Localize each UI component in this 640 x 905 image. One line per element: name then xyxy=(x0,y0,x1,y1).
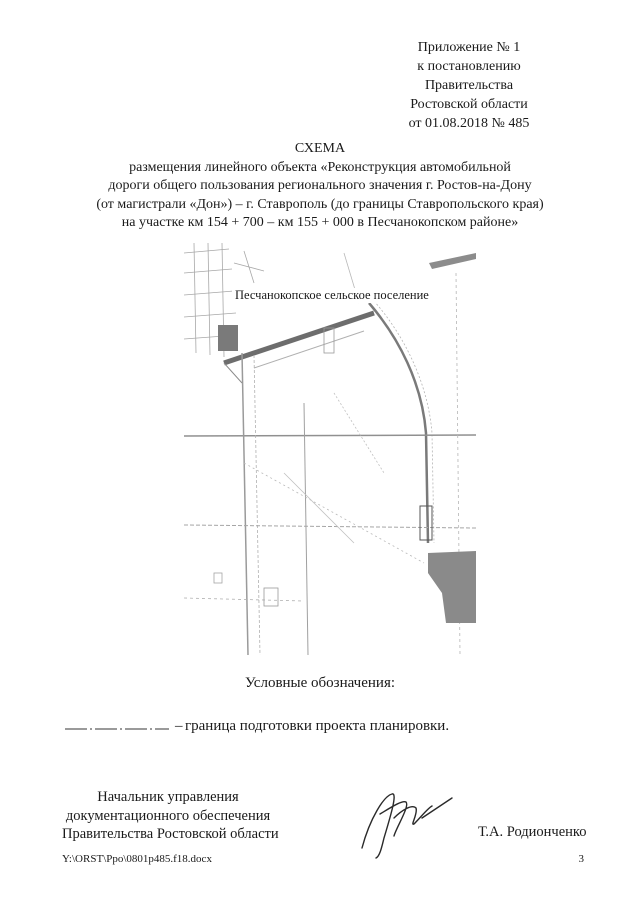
legend-row xyxy=(65,718,565,740)
shaded-area xyxy=(428,551,476,623)
title-line: дороги общего пользования регионального значения г. Ростов-на-Дону xyxy=(108,178,532,193)
appendix-line: к постановлению xyxy=(417,59,521,74)
appendix-line: Приложение № 1 xyxy=(417,40,521,55)
position-line: Начальник управления xyxy=(97,789,239,805)
appendix-line: Правительства xyxy=(424,78,514,93)
handwritten-signature xyxy=(340,778,460,860)
signatory-name: Т.А. Родионченко xyxy=(478,824,587,840)
legend-text: граница подготовки проекта планировки. xyxy=(185,718,450,734)
footer-file-path: Y:\ORST\Ppo\0801p485.f18.docx xyxy=(62,853,212,865)
title-line: размещения линейного объекта «Реконструкция автомобильной xyxy=(129,159,511,175)
title-line: (от магистрали «Дон») – г. Ставрополь (до границы Ставропольского края) xyxy=(96,196,544,212)
appendix-line: Ростовской области xyxy=(410,97,528,112)
legend-dash: – xyxy=(175,718,183,734)
page-number: 3 xyxy=(578,853,584,865)
boundary-line-symbol xyxy=(65,728,169,730)
position-line: документационного обеспечения xyxy=(65,807,271,824)
curved-road xyxy=(369,303,428,543)
building-block xyxy=(218,325,238,351)
appendix-line: от 01.08.2018 № 485 xyxy=(408,116,530,131)
document-title xyxy=(60,140,580,233)
title-heading: СХЕМА xyxy=(294,141,346,156)
horizontal-road xyxy=(184,435,476,436)
diagonal-road xyxy=(224,313,374,363)
legend-title: Условные обозначения: xyxy=(244,675,396,691)
signatory-position xyxy=(62,788,279,844)
position-line: Правительства Ростовской области xyxy=(62,826,279,842)
title-line: на участке км 154 + 700 – км 155 + 000 в Песчанокопском районе» xyxy=(121,215,519,230)
planning-boundary xyxy=(420,506,432,540)
scheme-map xyxy=(184,243,476,655)
appendix-block xyxy=(374,38,564,133)
map-label: Песчанокопское сельское поселение xyxy=(232,288,432,303)
